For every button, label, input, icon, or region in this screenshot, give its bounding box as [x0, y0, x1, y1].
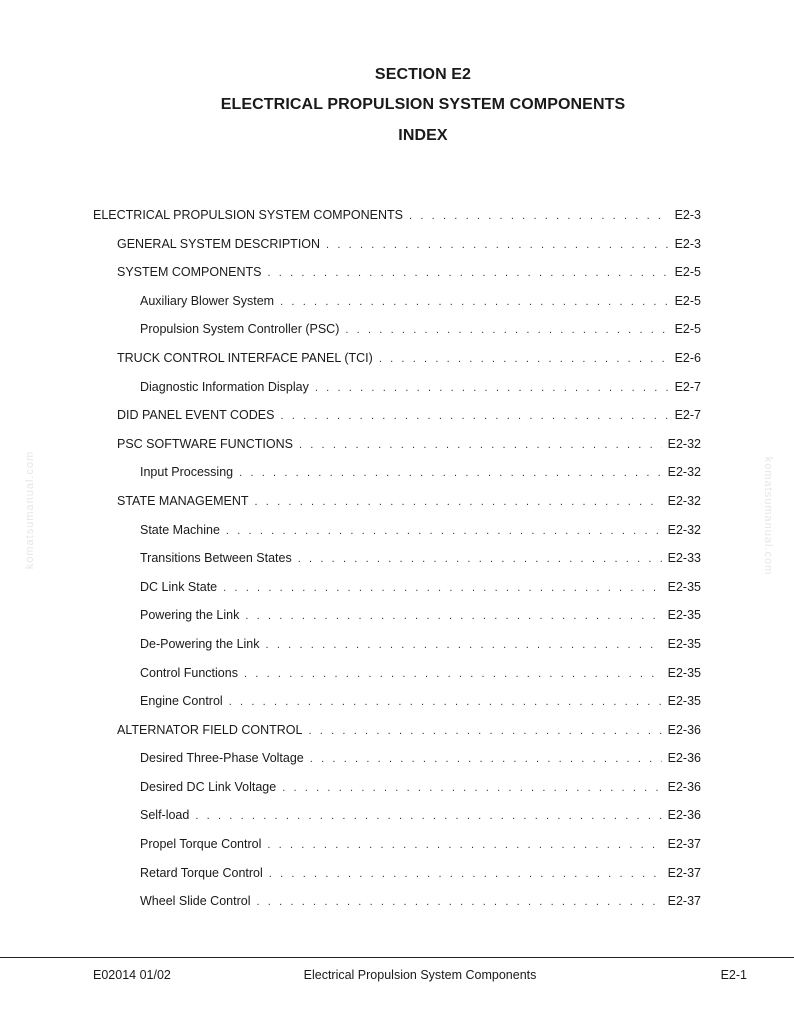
dot-leader	[195, 810, 661, 822]
toc-entry-title: GENERAL SYSTEM DESCRIPTION	[117, 236, 321, 251]
toc-entry-page: E2-7	[674, 379, 701, 394]
toc-entry-line	[117, 494, 701, 508]
toc-entry-line	[117, 723, 701, 737]
toc-entry-page: E2-32	[667, 436, 701, 451]
toc-entry-title: Engine Control	[140, 694, 223, 709]
toc-entry-line	[140, 637, 701, 651]
toc-entry-page: E2-3	[674, 208, 701, 222]
dot-leader	[280, 296, 669, 308]
toc-entry-page: E2-36	[667, 751, 701, 766]
section-heading: SECTION E2	[374, 66, 472, 83]
toc-entry-title: De-Powering the Link	[140, 636, 260, 651]
toc-entry-line	[140, 551, 701, 565]
dot-leader	[266, 639, 662, 651]
toc-entry-page: E2-5	[674, 322, 701, 337]
toc-entry	[0, 692, 794, 721]
toc-entry	[0, 235, 794, 264]
dot-leader	[255, 496, 662, 508]
toc-entry-title: DC Link State	[140, 579, 218, 594]
toc-entry-page: E2-5	[674, 293, 701, 308]
toc-entry-page: E2-32	[667, 493, 701, 508]
toc-entry-page: E2-32	[667, 522, 701, 537]
footer-divider	[0, 957, 794, 958]
dot-leader	[269, 868, 662, 880]
index-heading: INDEX	[398, 127, 448, 144]
watermark-right: komatsumanual.com	[762, 456, 774, 576]
toc-entry-page: E2-37	[667, 894, 701, 909]
toc-entry-page: E2-32	[667, 465, 701, 480]
toc-entry	[0, 349, 794, 378]
toc-entry-page: E2-3	[674, 236, 701, 251]
dot-leader	[239, 467, 662, 479]
toc-entry-line	[140, 294, 701, 308]
toc-entry-page: E2-35	[667, 694, 701, 709]
toc-entry	[0, 835, 794, 864]
toc-entry-line	[140, 580, 701, 594]
toc-entry	[0, 463, 794, 492]
toc-entry-title: TRUCK CONTROL INTERFACE PANEL (TCI)	[117, 350, 373, 365]
toc-entry-page: E2-33	[667, 551, 701, 566]
dot-leader	[280, 410, 668, 422]
toc-entry-page: E2-35	[667, 636, 701, 651]
toc-entry-title: Input Processing	[140, 465, 234, 480]
toc-entry	[0, 578, 794, 607]
toc-entry	[0, 892, 794, 921]
toc-entry-page: E2-35	[667, 608, 701, 623]
dot-leader	[223, 582, 662, 594]
toc-entry	[0, 521, 794, 550]
footer-document-code: E02014 01/02	[93, 968, 171, 982]
toc-entry-title: Desired Three-Phase Voltage	[140, 751, 304, 766]
toc-entry-line	[140, 465, 701, 479]
toc-entry-line	[140, 322, 701, 336]
section-title: ELECTRICAL PROPULSION SYSTEM COMPONENTS	[220, 96, 626, 113]
toc-entry	[0, 635, 794, 664]
toc-entry	[0, 749, 794, 778]
toc-entry-line	[140, 751, 701, 765]
toc-entry-page: E2-6	[674, 350, 701, 365]
toc-entry-page: E2-7	[674, 408, 701, 423]
toc-entry	[0, 320, 794, 349]
dot-leader	[308, 725, 661, 737]
toc-entry-line	[140, 666, 701, 680]
toc-entry-page: E2-5	[674, 265, 701, 280]
toc-entry-line	[140, 837, 701, 851]
toc-entry	[0, 492, 794, 521]
toc-entry	[0, 378, 794, 407]
toc-entry-line	[140, 523, 701, 537]
toc-entry-title: Transitions Between States	[140, 551, 292, 566]
toc-entry-page: E2-36	[667, 722, 701, 737]
toc-entry	[0, 292, 794, 321]
toc-entry-line	[93, 208, 701, 222]
toc-entry-title: State Machine	[140, 522, 220, 537]
toc-entry-line	[117, 237, 701, 251]
dot-leader	[315, 382, 669, 394]
dot-leader	[299, 439, 662, 451]
dot-leader	[267, 267, 668, 279]
dot-leader	[298, 553, 662, 565]
toc-entry-line	[117, 408, 701, 422]
toc-entry-line	[117, 265, 701, 279]
toc-entry	[0, 435, 794, 464]
toc-entry-page: E2-35	[667, 579, 701, 594]
dot-leader	[379, 353, 669, 365]
toc-entry	[0, 721, 794, 750]
toc-entry-line	[140, 866, 701, 880]
toc-entry-title: Powering the Link	[140, 608, 240, 623]
toc-entry-title: Desired DC Link Voltage	[140, 779, 277, 794]
table-of-contents	[0, 206, 794, 921]
toc-entry	[0, 778, 794, 807]
toc-entry-title: Propulsion System Controller (PSC)	[140, 322, 340, 337]
toc-entry	[0, 206, 794, 235]
toc-entry-title: ELECTRICAL PROPULSION SYSTEM COMPONENTS	[93, 208, 404, 222]
toc-entry-title: SYSTEM COMPONENTS	[117, 265, 262, 280]
footer-page-number: E2-1	[720, 968, 747, 982]
dot-leader	[226, 525, 662, 537]
dot-leader	[310, 753, 662, 765]
footer-document-title: Electrical Propulsion System Components	[303, 968, 537, 982]
toc-entry-page: E2-36	[667, 808, 701, 823]
dot-leader	[282, 782, 661, 794]
toc-entry-line	[140, 608, 701, 622]
toc-entry	[0, 806, 794, 835]
toc-entry-page: E2-37	[667, 865, 701, 880]
toc-entry	[0, 263, 794, 292]
toc-entry	[0, 549, 794, 578]
toc-entry-line	[140, 380, 701, 394]
toc-entry-title: Wheel Slide Control	[140, 894, 251, 909]
dot-leader	[245, 610, 661, 622]
dot-leader	[409, 210, 669, 222]
toc-entry	[0, 664, 794, 693]
toc-entry	[0, 406, 794, 435]
toc-entry-title: Control Functions	[140, 665, 238, 680]
toc-entry-line	[140, 894, 701, 908]
toc-entry-title: Self-load	[140, 808, 190, 823]
toc-entry-line	[117, 437, 701, 451]
toc-entry-title: Diagnostic Information Display	[140, 379, 309, 394]
toc-entry	[0, 864, 794, 893]
toc-entry	[0, 606, 794, 635]
toc-entry-title: ALTERNATOR FIELD CONTROL	[117, 722, 303, 737]
dot-leader	[244, 668, 662, 680]
toc-entry-line	[140, 808, 701, 822]
toc-entry-title: Retard Torque Control	[140, 865, 263, 880]
toc-entry-title: DID PANEL EVENT CODES	[117, 408, 275, 423]
dot-leader	[256, 896, 661, 908]
toc-entry-title: PSC SOFTWARE FUNCTIONS	[117, 436, 293, 451]
toc-entry-page: E2-37	[667, 837, 701, 852]
toc-entry-line	[140, 694, 701, 708]
toc-entry-title: Propel Torque Control	[140, 837, 262, 852]
dot-leader	[267, 839, 661, 851]
watermark-left: komatsumanual.com	[24, 450, 36, 570]
toc-entry-line	[117, 351, 701, 365]
dot-leader	[229, 696, 662, 708]
toc-entry-page: E2-36	[667, 779, 701, 794]
toc-entry-title: STATE MANAGEMENT	[117, 493, 249, 508]
toc-entry-title: Auxiliary Blower System	[140, 293, 275, 308]
toc-entry-line	[140, 780, 701, 794]
dot-leader	[345, 324, 668, 336]
toc-entry-page: E2-35	[667, 665, 701, 680]
dot-leader	[326, 239, 669, 251]
